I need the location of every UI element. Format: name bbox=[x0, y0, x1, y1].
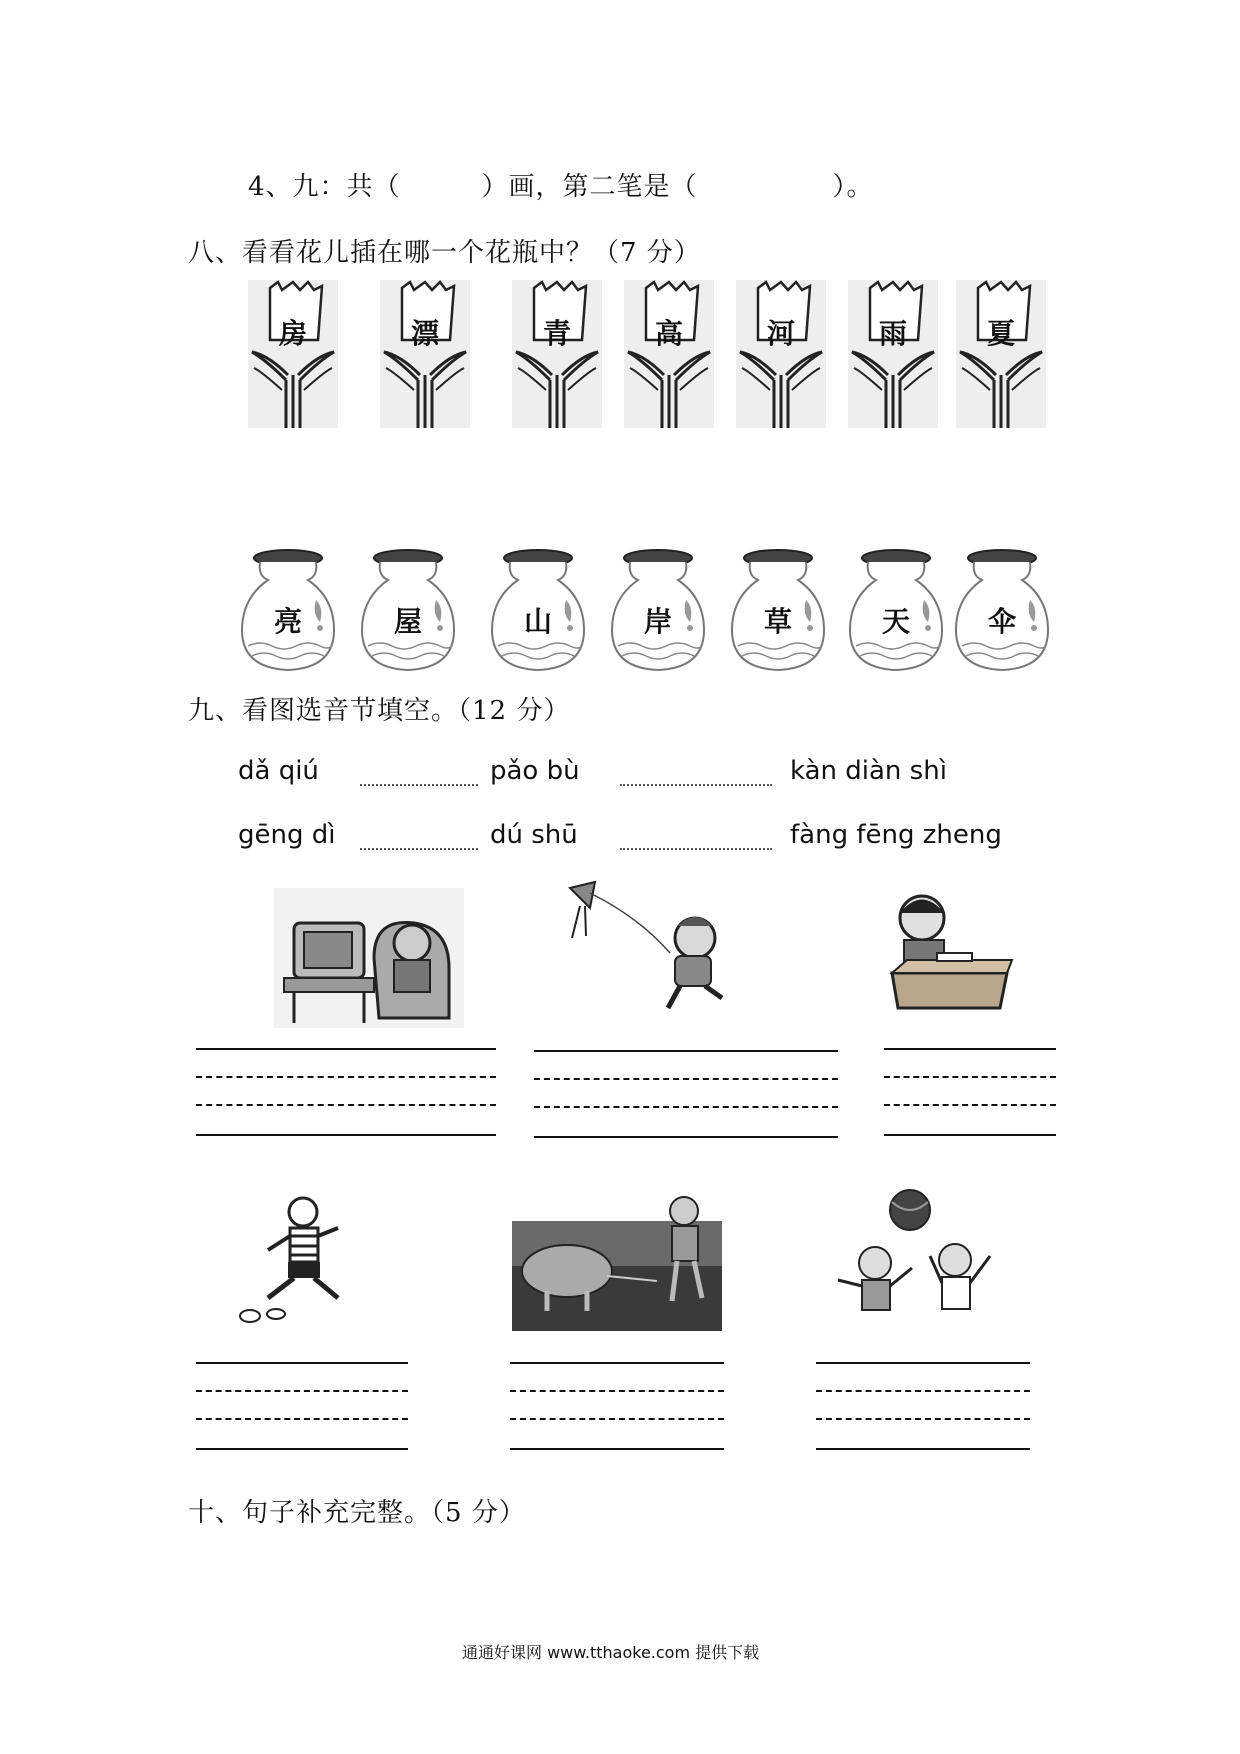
flower-character: 河 bbox=[766, 317, 795, 350]
writing-lines[interactable] bbox=[196, 1362, 408, 1452]
writing-line-bottom bbox=[534, 1136, 838, 1138]
flower-character: 漂 bbox=[410, 317, 439, 350]
writing-lines[interactable] bbox=[196, 1048, 496, 1138]
flower-character: 雨 bbox=[878, 317, 907, 350]
vase-card bbox=[952, 548, 1052, 674]
writing-line-dashed bbox=[196, 1076, 496, 1078]
writing-line-bottom bbox=[884, 1134, 1056, 1136]
writing-lines[interactable] bbox=[816, 1362, 1030, 1452]
writing-line-bottom bbox=[196, 1134, 496, 1136]
writing-line-dashed bbox=[510, 1418, 724, 1420]
writing-lines[interactable] bbox=[510, 1362, 724, 1452]
writing-line-dashed bbox=[510, 1390, 724, 1392]
flower-card bbox=[956, 280, 1046, 428]
writing-line-top bbox=[196, 1048, 496, 1050]
vase-card bbox=[846, 548, 946, 674]
vase-card bbox=[488, 548, 588, 674]
question-line: 4、九：共（ ）画，第二笔是（ ）。 bbox=[248, 172, 874, 202]
writing-line-bottom bbox=[196, 1448, 408, 1450]
vase-card bbox=[608, 548, 708, 674]
vase-character: 亮 bbox=[273, 605, 302, 638]
pinyin-da-qiu: dǎ qiú bbox=[238, 756, 319, 786]
writing-line-dashed bbox=[816, 1390, 1030, 1392]
writing-line-dashed bbox=[884, 1104, 1056, 1106]
writing-line-bottom bbox=[816, 1448, 1030, 1450]
writing-line-dashed bbox=[534, 1106, 838, 1108]
playing-ball-illustration bbox=[830, 1188, 1010, 1332]
writing-line-top bbox=[510, 1362, 724, 1364]
section-9-title: 九、看图选音节填空。（12 分） bbox=[188, 696, 571, 726]
writing-line-bottom bbox=[510, 1448, 724, 1450]
writing-line-top bbox=[534, 1050, 838, 1052]
writing-line-top bbox=[816, 1362, 1030, 1364]
pinyin-pao-bu: pǎo bù bbox=[490, 756, 580, 786]
running-illustration bbox=[228, 1188, 378, 1332]
flower-card bbox=[624, 280, 714, 428]
vase-card bbox=[358, 548, 458, 674]
section-10-title: 十、句子补充完整。（5 分） bbox=[188, 1498, 526, 1528]
vase-character: 岸 bbox=[643, 605, 672, 638]
flower-card bbox=[848, 280, 938, 428]
writing-line-dashed bbox=[534, 1078, 838, 1080]
writing-lines[interactable] bbox=[884, 1048, 1056, 1138]
pinyin-geng-di: gēng dì bbox=[238, 820, 336, 850]
writing-line-dashed bbox=[196, 1104, 496, 1106]
writing-line-top bbox=[196, 1362, 408, 1364]
writing-lines[interactable] bbox=[534, 1050, 838, 1140]
dotted-line bbox=[620, 784, 772, 786]
section-8-title: 八、看看花儿插在哪一个花瓶中？（7 分） bbox=[188, 238, 701, 268]
plowing-field-illustration bbox=[512, 1186, 722, 1335]
vase-card bbox=[728, 548, 828, 674]
vase-character: 草 bbox=[763, 605, 792, 638]
flower-card bbox=[736, 280, 826, 428]
dotted-line bbox=[360, 848, 478, 850]
vase-character: 天 bbox=[881, 605, 910, 638]
reading-book-illustration bbox=[872, 878, 1022, 1022]
vase-card bbox=[238, 548, 338, 674]
watching-tv-illustration bbox=[274, 888, 464, 1032]
footer-text: 通通好课网 www.tthaoke.com 提供下载 bbox=[462, 1643, 760, 1662]
vase-character: 屋 bbox=[393, 605, 422, 638]
pinyin-fang-feng-zheng: fàng fēng zheng bbox=[790, 820, 1002, 850]
flower-card bbox=[512, 280, 602, 428]
writing-line-dashed bbox=[196, 1418, 408, 1420]
flower-character: 高 bbox=[654, 317, 683, 350]
writing-line-dashed bbox=[816, 1418, 1030, 1420]
writing-line-dashed bbox=[196, 1390, 408, 1392]
pinyin-kan-dian-shi: kàn diàn shì bbox=[790, 756, 947, 786]
pinyin-du-shu: dú shū bbox=[490, 820, 578, 850]
flower-character: 青 bbox=[542, 317, 571, 350]
dotted-line bbox=[620, 848, 772, 850]
flower-card bbox=[248, 280, 338, 428]
writing-line-top bbox=[884, 1048, 1056, 1050]
flower-character: 房 bbox=[278, 317, 307, 350]
vase-character: 伞 bbox=[987, 605, 1016, 638]
flower-character: 夏 bbox=[986, 317, 1015, 350]
writing-line-dashed bbox=[884, 1076, 1056, 1078]
dotted-line bbox=[360, 784, 478, 786]
flower-card bbox=[380, 280, 470, 428]
vase-character: 山 bbox=[523, 605, 552, 638]
kite-flying-illustration bbox=[550, 878, 740, 1022]
